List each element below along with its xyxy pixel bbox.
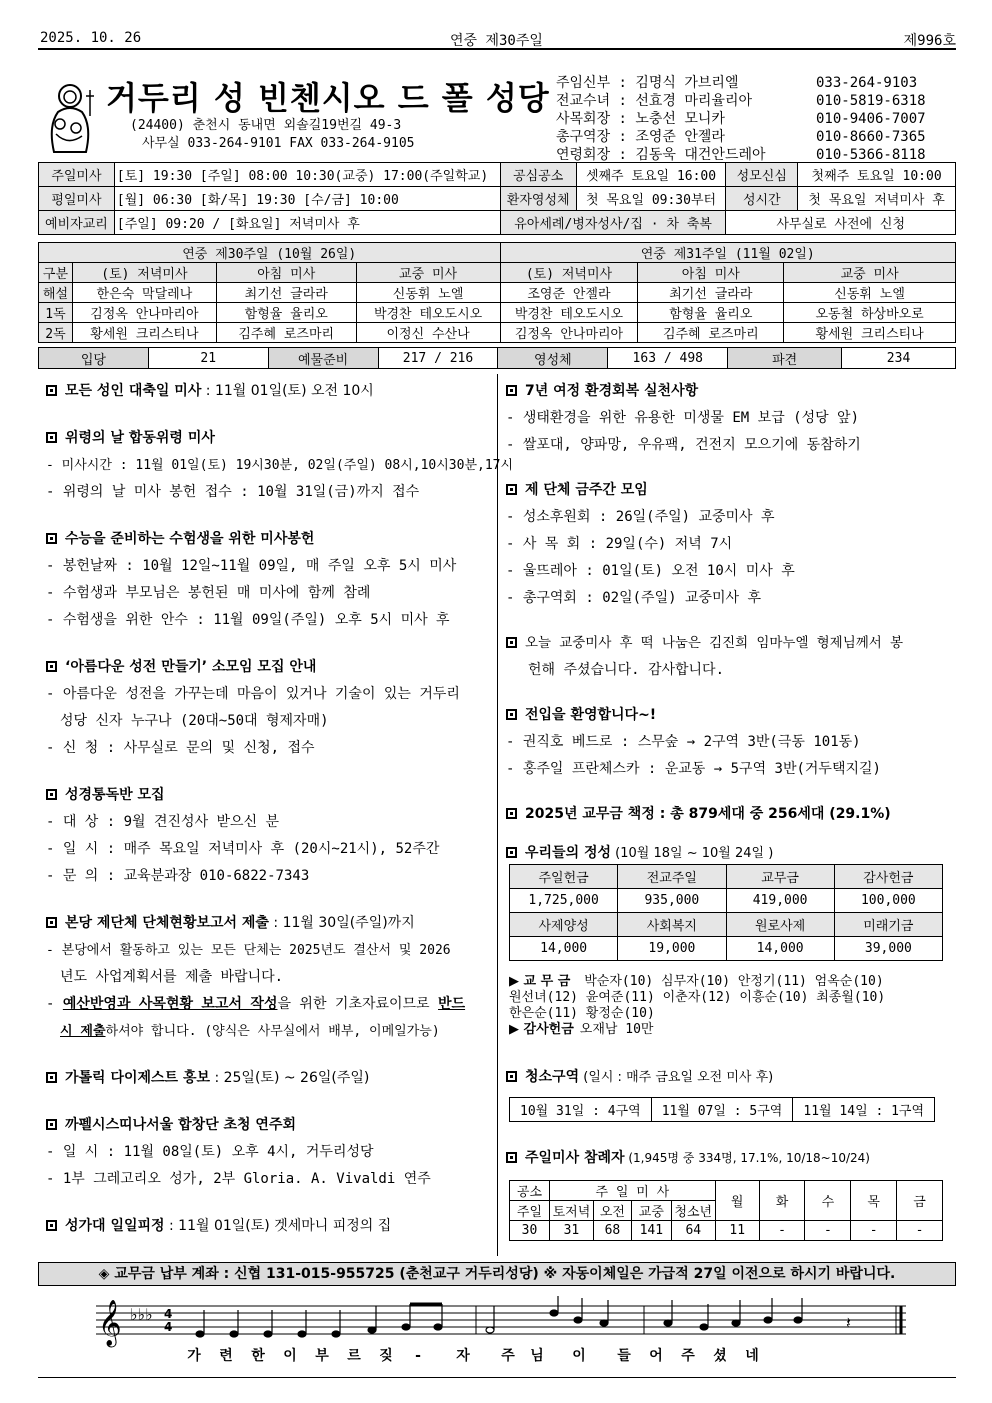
column-header: 사회복지 xyxy=(618,913,726,937)
staff-phone: 033-264-9103 xyxy=(816,75,918,91)
column-header: 전교주일 xyxy=(618,865,726,889)
column-header: 교중 xyxy=(631,1201,671,1221)
week-header: 연중 제30주일 (10월 26일) xyxy=(39,243,501,263)
section-heading: ‘아름다운 성전 만들기’ 소모임 모집 안내 xyxy=(46,654,492,681)
table-cell: - xyxy=(897,1221,943,1241)
header-divider xyxy=(38,48,956,50)
list-item: - 미사시간 : 11월 01일(토) 19시30분, 02일(주일) 08시,10시30분,17시 xyxy=(46,458,514,473)
square-bullet-icon xyxy=(506,1071,517,1082)
table-cell: 30 xyxy=(510,1221,550,1241)
square-bullet-icon xyxy=(46,1119,57,1130)
column-header: 토저녁 xyxy=(549,1201,593,1221)
column-header: 금 xyxy=(897,1181,943,1221)
schedule-value: [토] 19:30 [주일] 08:00 10:30(교중) 17:00(주일학교) xyxy=(114,163,500,187)
table-cell: 141 xyxy=(631,1221,671,1241)
table-cell: 100,000 xyxy=(834,889,942,913)
staff-list xyxy=(556,74,926,164)
schedule-value: [월] 06:30 [화/목] 19:30 [수/금] 10:00 xyxy=(114,187,500,211)
table-cell: 64 xyxy=(671,1221,715,1241)
table-cell: 함형율 율리오 xyxy=(638,303,784,323)
table-cell: 11 xyxy=(715,1221,759,1241)
table-row xyxy=(510,1098,935,1122)
table-cell: - xyxy=(759,1221,805,1241)
donor-list xyxy=(509,974,949,1038)
svg-text:𝄞: 𝄞 xyxy=(98,1300,122,1346)
lyric-syllable: 가 xyxy=(187,1348,201,1364)
square-bullet-icon xyxy=(46,661,57,672)
table-cell: - xyxy=(805,1221,851,1241)
square-bullet-icon xyxy=(506,847,517,858)
cleaning-table xyxy=(509,1097,935,1122)
list-item: - 신 청 : 사무실로 문의 및 신청, 접수 xyxy=(46,740,315,756)
column-divider xyxy=(497,374,498,1256)
column-header: 사제양성 xyxy=(510,913,618,937)
table-cell: 최기선 글라라 xyxy=(638,283,784,303)
table-row xyxy=(510,1181,943,1201)
column-header: 주 일 미 사 xyxy=(549,1181,715,1201)
section-heading: 7년 여정 환경회복 실천사항 xyxy=(506,378,950,405)
list-item: - 울뜨레아 : 01일(토) 오전 10시 미사 후 xyxy=(506,563,795,579)
table-cell: 신동휘 노엘 xyxy=(356,283,500,303)
column-header: 교무금 xyxy=(726,865,834,889)
lyric-syllable: 자 xyxy=(456,1348,470,1364)
column-header: 주일헌금 xyxy=(510,865,618,889)
list-item: - 권직호 베드로 : 스무숲 → 2구역 3반(극동 101동) xyxy=(506,734,861,750)
payment-account-bar: ◈ 교무금 납부 계좌 : 신협 131-015-955725 (춘천교구 거두리성당) ※ 자동이체일은 가급적 27일 이전으로 하시기 바랍니다. xyxy=(38,1262,956,1286)
column-header: 수 xyxy=(805,1181,851,1221)
table-row xyxy=(39,323,956,343)
count-value: 217 / 216 xyxy=(378,348,498,369)
staff-row xyxy=(556,110,926,128)
schedule-label: 성시간 xyxy=(726,187,798,211)
column-header: 미래기금 xyxy=(834,913,942,937)
schedule-value: 첫 목요일 저녁미사 후 xyxy=(798,187,956,211)
table-row xyxy=(510,889,943,913)
list-item: - 일 시 : 매주 목요일 저녁미사 후 (20시~21시), 52주간 xyxy=(46,841,440,857)
table-cell: 14,000 xyxy=(726,937,834,961)
donor-line: 원선녀(12) 윤여준(11) 이춘자(12) 이흥순(10) 최종월(10) xyxy=(509,990,886,1005)
lyric-syllable: 짖 xyxy=(379,1348,393,1364)
count-label: 파견 xyxy=(728,348,842,369)
column-header: 월 xyxy=(715,1181,759,1221)
role-label: 1독 xyxy=(39,303,73,323)
table-cell: 박경찬 테오도시오 xyxy=(500,303,638,323)
donor-line: ▶ 교 무 금 박순자(10) 심무자(10) 안정기(11) 엄옥순(10) xyxy=(509,974,884,989)
column-header: 아침 미사 xyxy=(638,263,784,283)
schedule-label: 예비자교리 xyxy=(39,211,115,235)
issue-number: 제996호 xyxy=(903,33,956,49)
left-column xyxy=(46,378,514,1240)
attendance-table xyxy=(509,1180,943,1241)
schedule-value: 사무실로 사전에 신청 xyxy=(726,211,956,235)
cleaning-section xyxy=(506,1064,950,1091)
table-cell: 한은숙 막달레나 xyxy=(72,283,216,303)
staff-phone: 010-5819-6318 xyxy=(816,93,926,109)
section-heading: 모든 성인 대축일 미사 : 11월 01일(토) 오전 10시 xyxy=(46,378,492,405)
count-label: 입당 xyxy=(39,348,149,369)
table-cell: 신동휘 노엘 xyxy=(784,283,956,303)
lyric-syllable: 주 xyxy=(501,1348,515,1364)
section-heading: 가톨릭 다이제스트 홍보 : 25일(토) ~ 26일(주일) xyxy=(46,1065,492,1092)
table-cell: 1,725,000 xyxy=(510,889,618,913)
column-header: (토) 저녁미사 xyxy=(72,263,216,283)
table-row xyxy=(510,865,943,889)
lyric-syllable: - xyxy=(415,1348,421,1364)
list-item: 성당 신자 누구나 (20대~50대 형제자매) xyxy=(60,713,329,729)
square-bullet-icon xyxy=(46,917,57,928)
square-bullet-icon xyxy=(46,385,57,396)
table-cell: 419,000 xyxy=(726,889,834,913)
lyric-syllable: 셨 xyxy=(713,1348,727,1364)
hymn-lyrics xyxy=(178,1345,768,1365)
section-heading: 본당 제단체 단체현황보고서 제출 : 11월 30일(주일)까지 xyxy=(46,910,492,937)
staff-row xyxy=(556,128,926,146)
table-row xyxy=(39,211,956,235)
staff-role: 전교수녀 : 선효경 마리율리아 xyxy=(556,93,753,109)
lyric-syllable: 이 xyxy=(283,1348,297,1364)
square-bullet-icon xyxy=(46,1072,57,1083)
schedule-label: 공심공소 xyxy=(500,163,576,187)
section-heading: 주일미사 참례자 (1,945명 중 334명, 17.1%, 10/18~10/24) xyxy=(506,1145,950,1172)
table-cell: 이정신 수산나 xyxy=(356,323,500,343)
parish-name: 거두리 성 빈첸시오 드 폴 성당 xyxy=(106,79,550,117)
list-item: - 사 목 회 : 29일(수) 저녁 7시 xyxy=(506,536,733,552)
table-cell: 11월 07일 : 5구역 xyxy=(651,1098,793,1122)
list-item: - 본당에서 활동하고 있는 모든 단체는 2025년도 결산서 및 2026 xyxy=(46,943,451,958)
square-bullet-icon xyxy=(46,789,57,800)
table-row xyxy=(39,243,956,263)
donor-line: ▶ 감사헌금 오재남 10만 xyxy=(509,1022,654,1037)
list-item: - 수험생을 위한 안수 : 11월 09일(주일) 오후 5시 미사 후 xyxy=(46,612,450,628)
table-cell: 68 xyxy=(593,1221,631,1241)
schedule-label: 유아세례/병자성사/집 · 차 축복 xyxy=(500,211,726,235)
list-item: - 위령의 날 미사 봉헌 접수 : 10월 31일(금)까지 접수 xyxy=(46,484,420,500)
table-cell: 10월 31일 : 4구역 xyxy=(510,1098,652,1122)
table-row xyxy=(39,348,956,369)
column-header: 감사헌금 xyxy=(834,865,942,889)
svg-text:4: 4 xyxy=(164,1320,173,1334)
table-cell: - xyxy=(851,1221,897,1241)
column-header: 아침 미사 xyxy=(216,263,356,283)
section-heading: 위령의 날 합동위령 미사 xyxy=(46,425,492,452)
svg-text:♭♭♭: ♭♭♭ xyxy=(130,1305,153,1324)
bulletin-date: 2025. 10. 26 xyxy=(40,30,142,46)
list-item: - 일 시 : 11월 08일(토) 오후 4시, 거두리성당 xyxy=(46,1144,374,1160)
square-bullet-icon xyxy=(506,709,517,720)
schedule-label: 성모신심 xyxy=(726,163,798,187)
list-item: - 문 의 : 교육분과장 010-6822-7343 xyxy=(46,868,310,884)
table-cell: 김정옥 안나마리아 xyxy=(500,323,638,343)
section-heading: 2025년 교무금 책정 : 총 879세대 중 256세대 (29.1%) xyxy=(506,801,950,828)
schedule-label: 평일미사 xyxy=(39,187,115,211)
lyric-syllable: 어 xyxy=(649,1348,663,1364)
table-cell: 황세원 크리스티나 xyxy=(72,323,216,343)
table-row xyxy=(39,263,956,283)
table-cell: 박경찬 테오도시오 xyxy=(356,303,500,323)
column-header: 교중 미사 xyxy=(356,263,500,283)
square-bullet-icon xyxy=(46,1220,57,1231)
table-row xyxy=(39,303,956,323)
office-contact: 사무실 033-264-9101 FAX 033-264-9105 xyxy=(142,136,415,151)
count-value: 163 / 498 xyxy=(608,348,728,369)
schedule-value: 셋째주 토요일 16:00 xyxy=(576,163,726,187)
count-value: 234 xyxy=(842,348,956,369)
list-item: - 아름다운 성전을 가꾸는데 마음이 있거나 기술이 있는 거두리 xyxy=(46,686,460,702)
table-row xyxy=(39,187,956,211)
lyric-syllable: 이 xyxy=(572,1348,586,1364)
staff-row xyxy=(556,92,926,110)
mass-schedule-table xyxy=(38,162,956,235)
lyric-syllable: 님 xyxy=(530,1348,544,1364)
staff-role: 연령회장 : 김동욱 대건안드레아 xyxy=(556,147,766,163)
schedule-label: 환자영성체 xyxy=(500,187,576,211)
week-header: 연중 제31주일 (11월 02일) xyxy=(500,243,955,263)
schedule-value: 첫째주 토요일 10:00 xyxy=(798,163,956,187)
parish-address: (24400) 춘천시 동내면 외솔길19번길 49-3 xyxy=(130,118,402,133)
staff-phone: 010-9406-7007 xyxy=(816,111,926,127)
table-cell: 김정옥 안나마리아 xyxy=(72,303,216,323)
square-bullet-icon xyxy=(506,385,517,396)
table-cell: 김주혜 로즈마리 xyxy=(216,323,356,343)
column-header: (토) 저녁미사 xyxy=(500,263,638,283)
table-cell: 조영준 안젤라 xyxy=(500,283,638,303)
staff-row xyxy=(556,74,926,92)
lyric-syllable: 련 xyxy=(219,1348,233,1364)
svg-text:𝄽: 𝄽 xyxy=(846,1313,851,1332)
offering-table xyxy=(509,864,943,961)
lyric-syllable: 들 xyxy=(617,1348,631,1364)
column-header: 청소년 xyxy=(671,1201,715,1221)
table-cell: 935,000 xyxy=(618,889,726,913)
square-bullet-icon xyxy=(506,1152,517,1163)
lyric-syllable: 네 xyxy=(745,1348,759,1364)
table-cell: 11월 14일 : 1구역 xyxy=(793,1098,935,1122)
table-row xyxy=(510,937,943,961)
list-item: - 예산반영과 사목현황 보고서 작성을 위한 기초자료이므로 반드 xyxy=(46,996,466,1012)
parish-address-block xyxy=(130,117,414,153)
section-heading: 성경통독반 모집 xyxy=(46,782,492,809)
table-cell: 황세원 크리스티나 xyxy=(784,323,956,343)
table-cell: 39,000 xyxy=(834,937,942,961)
table-cell: 31 xyxy=(549,1221,593,1241)
section-heading: 성가대 일일피정 : 11월 01일(토) 겟세마니 피정의 집 xyxy=(46,1213,492,1240)
table-row xyxy=(510,1221,943,1241)
role-label: 해설 xyxy=(39,283,73,303)
table-row xyxy=(39,163,956,187)
mass-count-table xyxy=(38,347,956,369)
svg-text:4: 4 xyxy=(164,1307,173,1321)
list-item: - 총구역회 : 02일(주일) 교중미사 후 xyxy=(506,590,762,606)
column-header: 구분 xyxy=(39,263,73,283)
list-item: - 1부 그레고리오 성가, 2부 Gloria. A. Vivaldi 연주 xyxy=(46,1171,431,1187)
staff-phone: 010-5366-8118 xyxy=(816,147,926,163)
list-item: - 수험생과 부모님은 봉헌된 매 미사에 함께 참례 xyxy=(46,585,371,601)
list-item: 시 제출하셔야 합니다. (양식은 사무실에서 배부, 이메일가능) xyxy=(60,1024,440,1039)
table-cell: 김주혜 로즈마리 xyxy=(638,323,784,343)
table-row xyxy=(39,283,956,303)
table-cell: 14,000 xyxy=(510,937,618,961)
notice-line: 헌해 주셨습니다. 감사합니다. xyxy=(528,662,725,678)
schedule-label: 주일미사 xyxy=(39,163,115,187)
holy-family-logo xyxy=(40,76,96,154)
column-header: 원로사제 xyxy=(726,913,834,937)
section-heading: 청소구역 (일시 : 매주 금요일 오전 미사 후) xyxy=(506,1064,950,1091)
square-bullet-icon xyxy=(46,432,57,443)
column-header: 주일 xyxy=(510,1201,550,1221)
count-value: 21 xyxy=(148,348,268,369)
square-bullet-icon xyxy=(506,637,517,648)
schedule-value: 첫 목요일 09:30부터 xyxy=(576,187,726,211)
bulletin-header xyxy=(38,28,956,48)
right-column xyxy=(506,378,950,867)
footer-divider xyxy=(38,1377,956,1378)
list-item: - 홍주일 프란체스카 : 운교동 → 5구역 3반(거두택지길) xyxy=(506,761,881,777)
schedule-value: [주일] 09:20 / [화요일] 저녁미사 후 xyxy=(114,211,500,235)
notice-line: 오늘 교중미사 후 떡 나눔은 김진희 임마누엘 형제님께서 봉 xyxy=(506,630,950,657)
column-header: 공소 xyxy=(510,1181,550,1201)
staff-role: 주임신부 : 김명식 가브리엘 xyxy=(556,75,739,91)
column-header: 교중 미사 xyxy=(784,263,956,283)
count-label: 예물준비 xyxy=(268,348,378,369)
liturgy-roles-table xyxy=(38,242,956,343)
column-header: 오전 xyxy=(593,1201,631,1221)
list-item: - 대 상 : 9월 견진성사 받으신 분 xyxy=(46,814,280,830)
column-header: 화 xyxy=(759,1181,805,1221)
donor-line: 한은순(11) 황정순(10) xyxy=(509,1006,655,1021)
column-header: 목 xyxy=(851,1181,897,1221)
list-item: 년도 사업계획서를 제출 바랍니다. xyxy=(60,969,284,985)
role-label: 2독 xyxy=(39,323,73,343)
staff-role: 사목회장 : 노충선 모니카 xyxy=(556,111,725,127)
liturgical-week: 연중 제30주일 xyxy=(450,33,543,49)
list-item: - 쌀포대, 양파망, 우유팩, 건전지 모으기에 동참하기 xyxy=(506,437,861,453)
attendance-section xyxy=(506,1145,950,1172)
section-heading: 까펠시스띠나서울 합창단 초청 연주회 xyxy=(46,1112,492,1139)
lyric-syllable: 르 xyxy=(347,1348,361,1364)
staff-phone: 010-8660-7365 xyxy=(816,129,926,145)
section-heading: 전입을 환영합니다~! xyxy=(506,702,950,729)
table-cell: 오동철 하상바오로 xyxy=(784,303,956,323)
section-heading: 우리들의 정성 (10월 18일 ~ 10월 24일 ) xyxy=(506,840,950,867)
lyric-syllable: 한 xyxy=(251,1348,265,1364)
section-heading: 제 단체 금주간 모임 xyxy=(506,477,950,504)
staff-role: 총구역장 : 조영준 안젤라 xyxy=(556,129,725,145)
list-item: - 봉헌날짜 : 10월 12일~11월 09일, 매 주일 오후 5시 미사 xyxy=(46,558,457,574)
list-item: - 생태환경을 위한 유용한 미생물 EM 보급 (성당 앞) xyxy=(506,410,860,426)
lyric-syllable: 부 xyxy=(315,1348,329,1364)
square-bullet-icon xyxy=(46,533,57,544)
lyric-syllable: 주 xyxy=(681,1348,695,1364)
table-cell: 함형율 율리오 xyxy=(216,303,356,323)
square-bullet-icon xyxy=(506,808,517,819)
table-cell: 최기선 글라라 xyxy=(216,283,356,303)
count-label: 영성체 xyxy=(498,348,608,369)
table-row xyxy=(510,913,943,937)
section-heading: 수능을 준비하는 수험생을 위한 미사봉헌 xyxy=(46,526,492,553)
list-item: - 성소후원회 : 26일(주일) 교중미사 후 xyxy=(506,509,775,525)
table-cell: 19,000 xyxy=(618,937,726,961)
square-bullet-icon xyxy=(506,484,517,495)
